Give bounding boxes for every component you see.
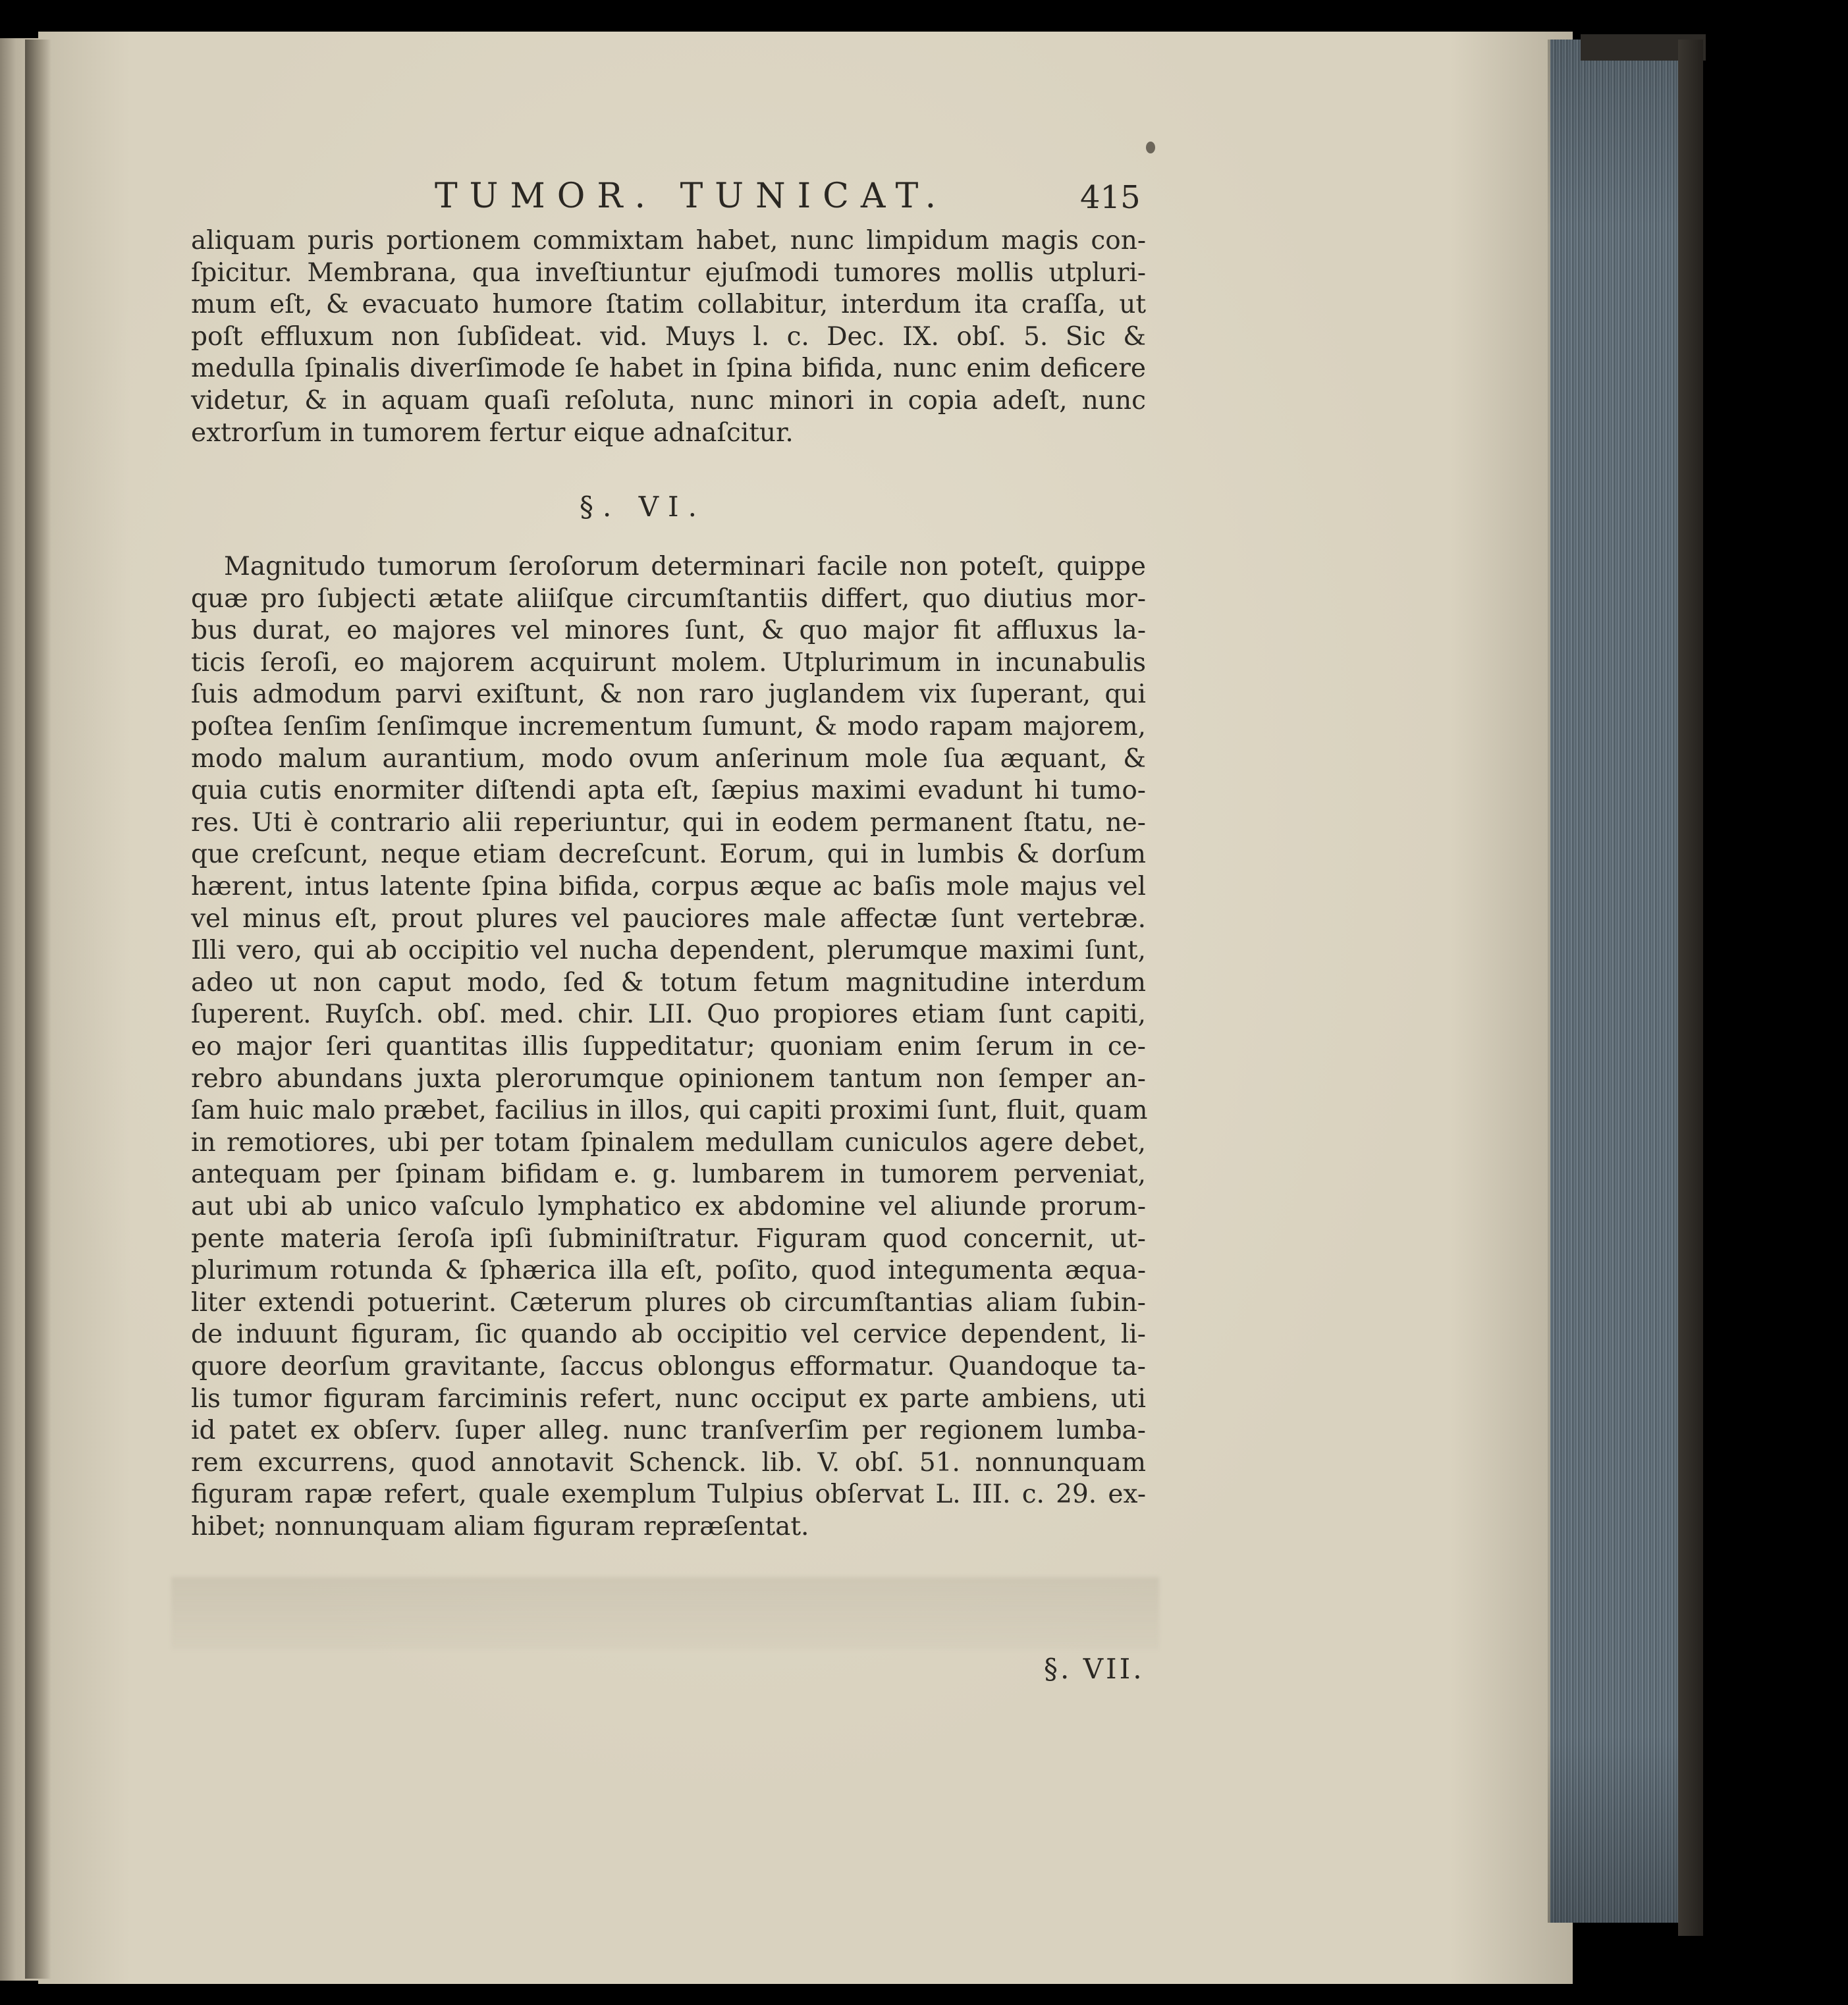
text-line: Magnitudo tumorum ſeroſorum determinari facile non poteſt, quippe	[224, 552, 1146, 581]
text-line: hibet; nonnunquam aliam figuram repræſentat.	[191, 1512, 809, 1541]
text-line: adeo ut non caput modo, ſed & totum fetum magnitudine interdum	[191, 967, 1146, 998]
ink-spot	[1146, 142, 1155, 153]
text-line: quia cutis enormiter diſtendi apta eſt, ſæpius maximi evadunt hi tumo-	[191, 776, 1146, 806]
text-line: liter extendi potuerint. Cæterum plures ob circumſtantias aliam ſubin-	[191, 1287, 1146, 1318]
text-line: aut ubi ab unico vaſculo lymphatico ex abdomine vel aliunde prorum-	[191, 1192, 1146, 1221]
text-line: Illi vero, qui ab occipitio vel nucha dependent, plerumque maximi ſunt,	[191, 936, 1146, 966]
text-line: antequam per ſpinam bifidam e. g. lumbarem in tumorem perveniat,	[191, 1160, 1146, 1190]
text-line: medulla ſpinalis diverſimode ſe habet in ſpina bifida, nunc enim deficere	[191, 354, 1146, 384]
text-line: poſt effluxum non ſubſideat. vid. Muys l. c. Dec. IX. obſ. 5. Sic &	[191, 321, 1146, 352]
text-line: id patet ex obſerv. ſuper alleg. nunc tranſverſim per regionem lumba-	[191, 1416, 1146, 1446]
text-line: lis tumor figuram farciminis refert, nunc occiput ex parte ambiens, uti	[191, 1383, 1146, 1414]
text-line: figuram rapæ refert, quale exemplum Tulpius obſervat L. III. c. 29. ex-	[191, 1480, 1146, 1510]
text-line: poſtea ſenſim ſenſimque incrementum ſumunt, & modo rapam majorem,	[191, 712, 1146, 741]
text-line: ſuis admodum parvi exiſtunt, & non raro juglandem vix ſuperant, qui	[191, 680, 1146, 710]
text-line: ſam huic malo præbet, facilius in illos, qui capiti proximi ſunt, fluit, quam	[191, 1096, 1148, 1126]
text-line: rem excurrens, quod annotavit Schenck. lib. V. obſ. 51. nonnunquam	[191, 1447, 1146, 1478]
text-line: plurimum rotunda & ſphærica illa eſt, poſito, quod integumenta æqua-	[191, 1256, 1146, 1286]
page-number: 415	[1080, 179, 1141, 216]
text-line: eo major ſeri quantitas illis ſuppeditatur; quoniam enim ſerum in ce-	[191, 1032, 1146, 1061]
text-line: in remotiores, ubi per totam ſpinalem medullam cuniculos agere debet,	[191, 1127, 1146, 1158]
text-line: ſpicitur. Membrana, qua inveſtiuntur ejuſmodi tumores mollis utpluri-	[191, 257, 1146, 288]
text-line: quore deorſum gravitante, ſaccus oblongus efformatur. Quandoque ta-	[191, 1352, 1146, 1381]
text-line: videtur, & in aquam quaſi reſoluta, nunc minori in copia adeſt, nunc	[191, 386, 1146, 415]
text-line: que creſcunt, neque etiam decreſcunt. Eorum, qui in lumbis & dorſum	[191, 840, 1146, 870]
catchword: §. VII.	[1044, 1653, 1145, 1685]
text-line: aliquam puris portionem commixtam habet, nunc limpidum magis con-	[191, 226, 1146, 255]
text-line: mum eſt, & evacuato humore ſtatim collabitur, interdum ita craſſa, ut	[191, 290, 1146, 320]
text-line: bus durat, eo majores vel minores ſunt, & quo major fit affluxus la-	[191, 616, 1146, 646]
section-heading: §. VI.	[580, 491, 706, 523]
text-line: vel minus eſt, prout plures vel pauciores male affectæ ſunt vertebræ.	[191, 903, 1146, 934]
text-line: de induunt figuram, ſic quando ab occipitio vel cervice dependent, li-	[191, 1320, 1146, 1350]
text-line: ſuperent. Ruyſch. obſ. med. chir. LII. Quo propiores etiam ſunt capiti,	[191, 1000, 1146, 1030]
text-line: ticis ſeroſi, eo majorem acquirunt molem. Utplurimum in incunabulis	[191, 647, 1146, 678]
text-line: extrorſum in tumorem fertur eique adnaſcitur.	[191, 417, 794, 448]
text-line: pente materia ſeroſa ipſi ſubminiſtratur. Figuram quod concernit, ut-	[191, 1223, 1146, 1254]
binding-board-right	[1678, 40, 1703, 1936]
text-line: quæ pro ſubjecti ætate aliiſque circumſtantiis differt, quo diutius mor-	[191, 583, 1146, 614]
gutter-shadow	[25, 40, 51, 1979]
text-line: modo malum aurantium, modo ovum anſerinum mole ſua æquant, &	[191, 743, 1146, 774]
text-line: res. Uti è contrario alii reperiuntur, qui in eodem permanent ſtatu, ne-	[191, 807, 1146, 838]
text-line: rebro abundans juxta plerorumque opinionem tantum non ſemper an-	[191, 1063, 1146, 1094]
fore-edge-shade	[1548, 40, 1679, 1923]
running-head: TUMOR. TUNICAT.	[435, 176, 948, 216]
show-through-text	[171, 1577, 1159, 1649]
text-line: hærent, intus latente ſpina bifida, corpus æque ac baſis mole majus vel	[191, 872, 1146, 901]
